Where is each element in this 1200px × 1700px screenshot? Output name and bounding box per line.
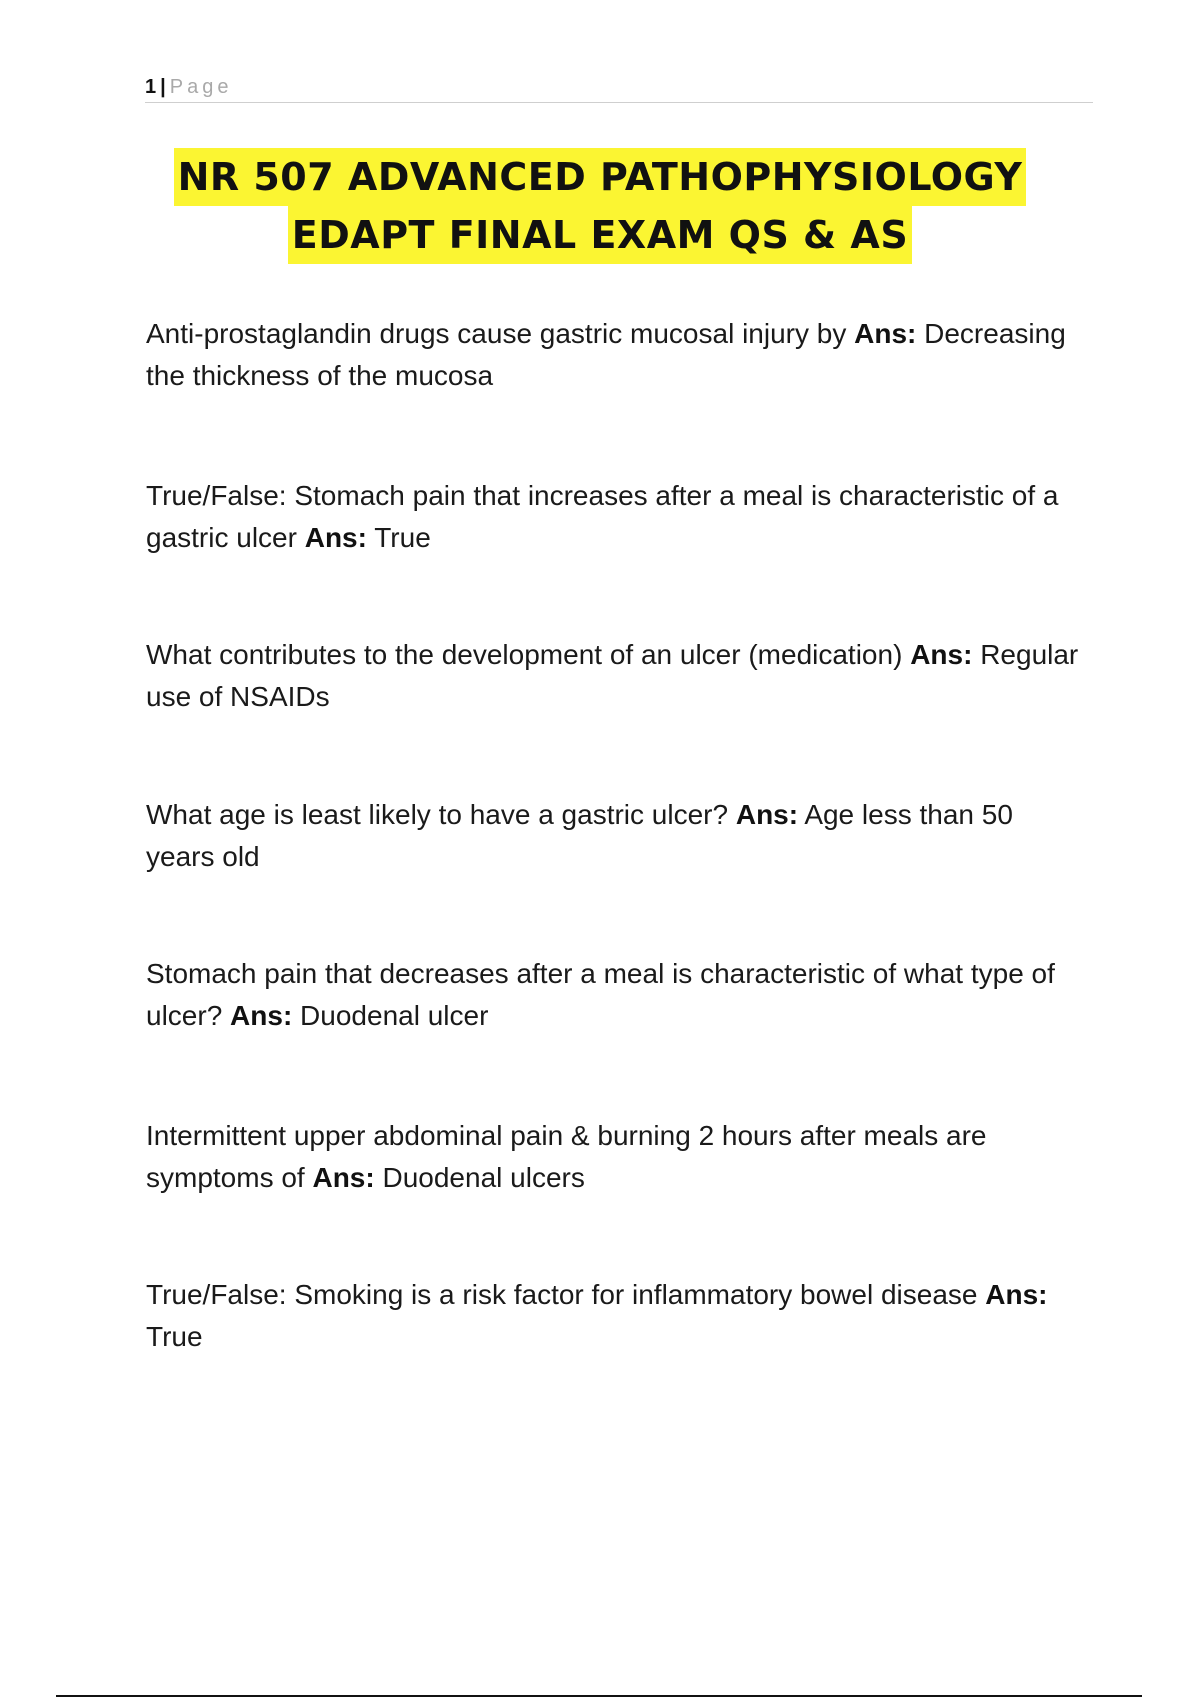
page-separator: | [160,75,166,98]
title-line-2: EDAPT FINAL EXAM QS & AS [288,206,912,264]
qa-item [146,794,1086,878]
question-text: Stomach pain that decreases after a meal is characteristic of what type of ulcer? [146,958,1055,1031]
qa-item [146,475,1086,559]
question-text: True/False: Stomach pain that increases after a meal is characteristic of a gastric ulcer [146,480,1059,553]
answer-label: Ans: [910,639,973,670]
answer-label: Ans: [230,1000,293,1031]
question-text: What contributes to the development of an ulcer (medication) [146,639,911,670]
document-title [0,148,1200,264]
qa-item [146,1115,1086,1199]
answer-text: True [146,1321,203,1352]
question-text: True/False: Smoking is a risk factor for inflammatory bowel disease [146,1279,986,1310]
qa-item [146,634,1086,718]
question-text: What age is least likely to have a gastric ulcer? [146,799,736,830]
bottom-rule [56,1695,1142,1697]
answer-text: Age less than 50 years old [146,799,1013,872]
answer-label: Ans: [985,1279,1048,1310]
answer-text: Regular use of NSAIDs [146,639,1079,712]
answer-label: Ans: [304,522,367,553]
answer-text: Decreasing the thickness of the mucosa [146,318,1066,391]
page-header [145,72,1093,103]
answer-label: Ans: [312,1162,375,1193]
title-line-1: NR 507 ADVANCED PATHOPHYSIOLOGY [174,148,1027,206]
qa-item [146,953,1086,1037]
page-number: 1 [145,75,157,98]
question-text: Anti-prostaglandin drugs cause gastric mucosal injury by [146,318,855,349]
qa-item [146,313,1086,397]
answer-text: True [366,522,431,553]
question-text: Intermittent upper abdominal pain & burning 2 hours after meals are symptoms of [146,1120,987,1193]
answer-label: Ans: [854,318,917,349]
answer-label: Ans: [735,799,799,830]
answer-text: Duodenal ulcers [374,1162,585,1193]
answer-text: Duodenal ulcer [292,1000,489,1031]
qa-item [146,1274,1086,1358]
page-label: Page [169,75,233,98]
